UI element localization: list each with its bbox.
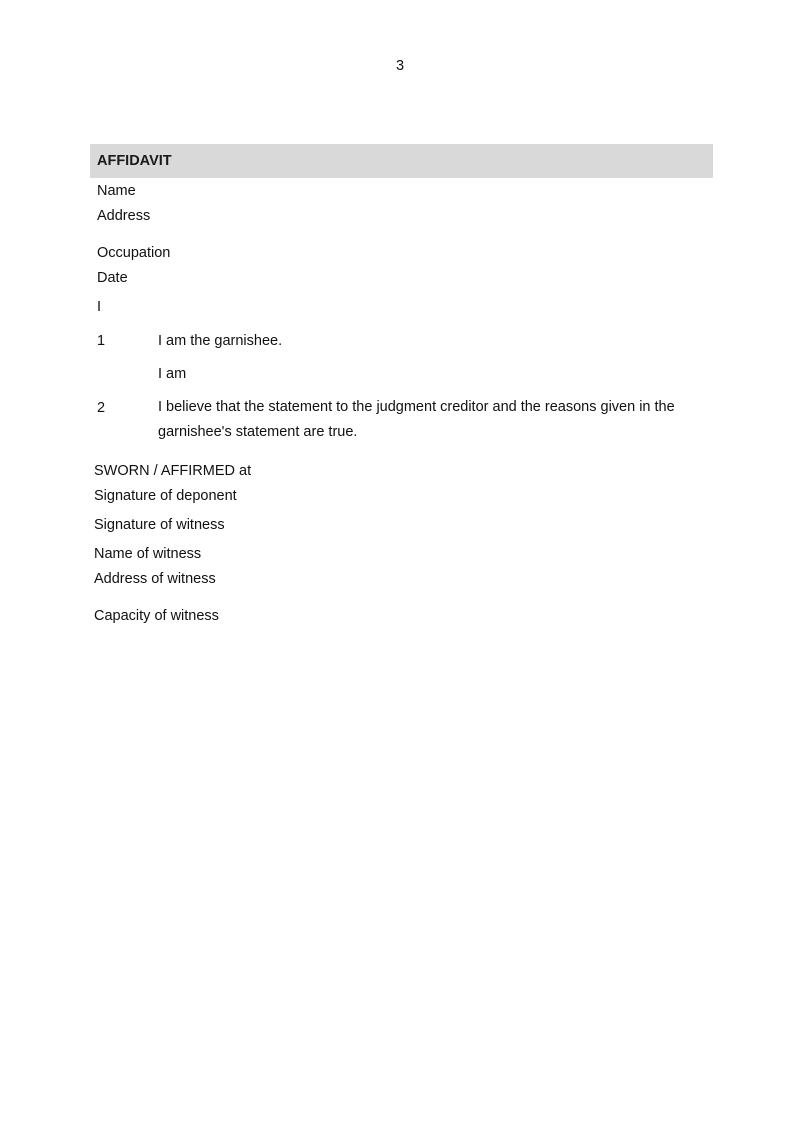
paragraph-2-text: I believe that the statement to the judgment creditor and the reasons given in the garnishee's statement are true. [158,399,675,440]
occupation-label: Occupation [97,245,171,261]
affidavit-header-bar [90,144,713,178]
sworn-affirmed-label: SWORN / AFFIRMED at [94,463,252,479]
address-witness-label: Address of witness [94,571,216,587]
deponent-intro: I [97,299,102,315]
affidavit-title: AFFIDAVIT [97,153,172,169]
paragraph-1-number: 1 [97,333,106,349]
paragraph-1-continuation: I am [158,366,187,382]
signature-deponent-label: Signature of deponent [94,488,237,504]
date-label: Date [97,270,128,286]
paragraph-2-number: 2 [97,400,106,416]
page-number: 3 [395,58,405,74]
capacity-witness-label: Capacity of witness [94,608,219,624]
paragraph-1-text: I am the garnishee. [158,333,283,349]
signature-witness-label: Signature of witness [94,517,225,533]
name-witness-label: Name of witness [94,546,202,562]
address-label: Address [97,208,151,224]
name-label: Name [97,183,136,199]
